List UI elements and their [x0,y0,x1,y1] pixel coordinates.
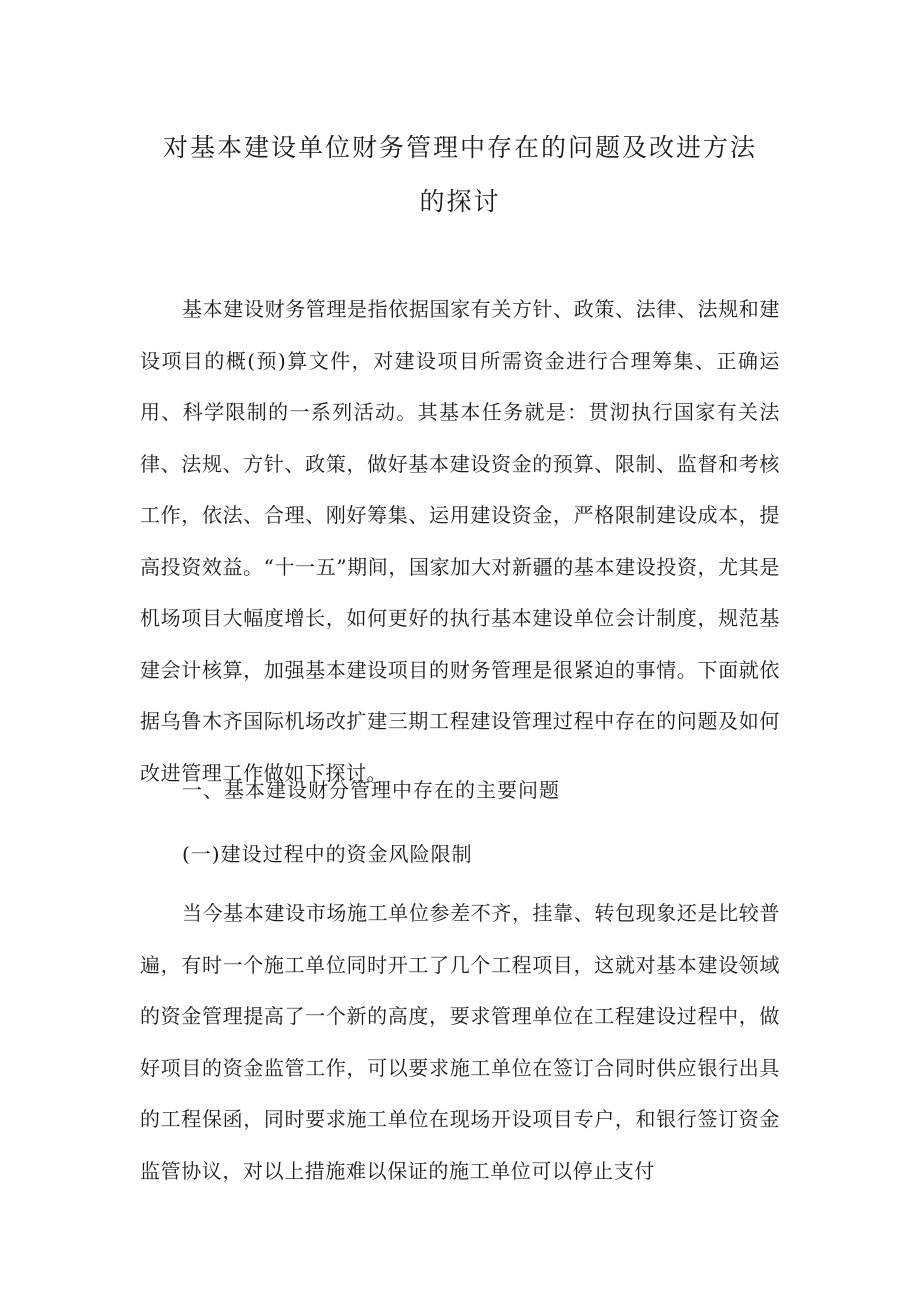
document-title-line1: 对基本建设单位财务管理中存在的问题及改进方法 [162,133,757,162]
body-paragraph-1: 基本建设财务管理是指依据国家有关方针、政策、法律、法规和建设项目的概(预)算文件，对建设项目所需资金进行合理筹集、正确运用、科学限制的一系列活动。其基本任务就是：贯沏执行国家有关法律、法规、方针、政策，做好基本建设资金的预算、限制、监督和考核工作，依法、合理、刚好筹集、运用建设资金，严格限制建设成本，提高投资效益。“十一五”期间，国家加大对新疆的基本建设投资，尤其是机场项目大幅度增长，如何更好的执行基本建设单位会计制度，规范基建会计核算，加强基本建设项目的财务管理是很紧迫的事情。下面就依据乌鲁木齐国际机场改扩建三期工程建设管理过程中存在的问题及如何改进管理工作做如下探讨。 [140,297,780,785]
body-paragraph-2: 当今基本建设市场施工单位参差不齐，挂靠、转包现象还是比较普遍，有时一个施工单位同时开工了几个工程项目，这就对基本建设领域的资金管理提高了一个新的高度，要求管理单位在工程建设过程中，做好项目的资金监管工作，可以要求施工单位在签订合同时供应银行出具的工程保函，同时要求施工单位在现场开设项目专户，和银行签订资金监管协议，对以上措施难以保证的施工单位可以停止支付 [140,901,780,1183]
document-title-line2: 的探讨 [419,187,501,216]
section-heading-1: 一、基本建设财分管理中存在的主要问题 [182,778,560,802]
subsection-heading-1: (一)建设过程中的资金风险限制 [182,842,473,866]
